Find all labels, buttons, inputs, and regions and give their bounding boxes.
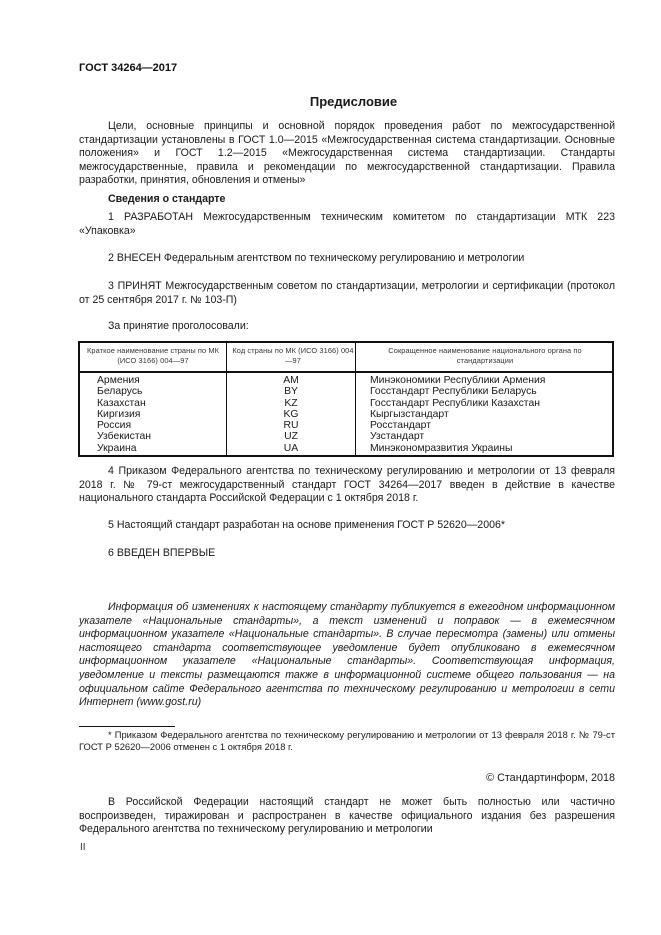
table-cell-body: Узстандарт: [370, 431, 425, 443]
item-3: [79, 280, 615, 307]
header-country-code: Код страны по МК (ИСО 3166) 004—97: [232, 346, 354, 365]
item-2: [79, 252, 615, 266]
column-divider: [355, 343, 356, 455]
table-header: [80, 343, 612, 373]
table-cell-country: Казахстан: [97, 397, 146, 409]
table-cell-country: Армения: [97, 375, 140, 386]
item-2-text: 2 ВНЕСЕН Федеральным агентством по техническому регулированию и метрологии: [108, 252, 525, 264]
voting-intro: [79, 320, 615, 334]
voting-intro-text: За принятие проголосовали:: [108, 320, 249, 332]
item-5-text: 5 Настоящий стандарт разработан на основе применения ГОСТ Р 52620—2006*: [108, 519, 505, 531]
voting-table: [78, 341, 614, 457]
item-3-text: 3 ПРИНЯТ Межгосударственным советом по стандартизации, метрологии и сертификации (протокол от 25 сентября 2017 г. № 103-П): [79, 280, 615, 306]
page-number: II: [80, 842, 86, 853]
table-cell-code: RU: [283, 420, 299, 432]
table-cell-code: KZ: [284, 397, 298, 409]
table-cell-code: KG: [283, 408, 299, 420]
item-4-text: 4 Приказом Федерального агентства по техническому регулированию и метрологии от 13 февраля 2018 г. № 79-ст межгосударственный стандарт ГОСТ 34264—2017 введен в действие в качестве национального стандарта Российской Федерации с 1 октября 2018 г.: [79, 465, 615, 505]
table-cell-country: Беларусь: [97, 386, 143, 398]
table-cell-country: Узбекистан: [97, 431, 151, 443]
table-cell-body: Госстандарт Республики Казахстан: [370, 397, 540, 409]
intro-paragraph: [79, 120, 615, 188]
table-cell-country: Россия: [97, 420, 132, 432]
column-country-codes: [228, 375, 354, 454]
table-cell-body: Минэкономразвития Украины: [370, 442, 513, 454]
document-code: ГОСТ 34264—2017: [79, 62, 178, 74]
item-6-text: 6 ВВЕДЕН ВПЕРВЫЕ: [108, 547, 216, 559]
item-4: [79, 465, 615, 506]
change-information-notice: [79, 601, 615, 710]
rights-notice-text: В Российской Федерации настоящий стандарт не может быть полностью или частично воспроизведен, тиражирован и распространен в качестве официального издания без разрешения Федерального агентства по техническому регулированию и метрологии: [79, 796, 615, 836]
column-standards-bodies: [370, 375, 610, 454]
table-cell-body: Минэкономики Республики Армения: [370, 375, 546, 386]
copyright: © Стандартинформ, 2018: [486, 772, 615, 784]
table-cell-body: Кыргызстандарт: [370, 408, 449, 420]
header-standards-body: Сокращенное наименование национального органа по стандартизации: [388, 346, 582, 365]
footnote: [79, 729, 615, 753]
footnote-divider: [79, 726, 175, 727]
table-cell-code: UA: [283, 442, 299, 454]
change-information-text: Информация об изменениях к настоящему стандарту публикуется в ежегодном информационном указателе «Национальные стандарты», а текст изменений и поправок — в ежемесячном информационном указателе «Национальные стандарты». В случае пересмотра (замены) или отмены настоящего стандарта соответствующее уведомление будет опубликовано в ежемесячном информационном указателе «Национальные стандарты». Соответствующая информация, уведомление и тексты размещаются также в информационной системе общего пользования — на официальном сайте Федерального агентства по техническому регулированию и метрологии в сети Интернет (www.gost.ru): [79, 601, 615, 709]
page-title-text: Предисловие: [309, 94, 398, 109]
table-cell-body: Росстандарт: [370, 420, 431, 432]
column-country-names: [97, 375, 222, 454]
section-heading: [79, 193, 615, 207]
table-cell-body: Госстандарт Республики Беларусь: [370, 386, 537, 398]
item-1: [79, 211, 615, 238]
column-divider: [226, 343, 227, 455]
rights-notice: [79, 796, 615, 837]
item-6: [79, 547, 615, 561]
item-5: [79, 519, 615, 533]
table-cell-country: Киргизия: [97, 408, 141, 420]
table-cell-code: UZ: [284, 431, 298, 443]
table-cell-code: BY: [284, 386, 298, 398]
footnote-text: * Приказом Федерального агентства по техническому регулированию и метрологии от 13 февраля 2018 г. № 79-ст ГОСТ Р 52620—2006 отменен с 1 октября 2018 г.: [79, 729, 615, 752]
page-title: [0, 94, 661, 109]
intro-text: Цели, основные принципы и основной порядок проведения работ по межгосударственной стандартизации установлены в ГОСТ 1.0—2015 «Межгосударственная система стандартизации. Основные положения» и ГОСТ 1.2—2015 «Межгосударственная система стандартизации. Стандарты межгосударственные, правила и рекомендации по межгосударственной стандартизации. Правила разработки, принятия, обновления и отмены»: [79, 120, 615, 187]
item-1-text: 1 РАЗРАБОТАН Межгосударственным техническим комитетом по стандартизации МТК 223 «Упаковка»: [79, 211, 615, 237]
header-country-name: Краткое наименование страны по МК (ИСО 3166) 004—97: [86, 346, 220, 365]
section-heading-text: Сведения о стандарте: [108, 193, 226, 205]
table-cell-country: Украина: [97, 442, 137, 454]
table-cell-code: AM: [283, 375, 299, 386]
